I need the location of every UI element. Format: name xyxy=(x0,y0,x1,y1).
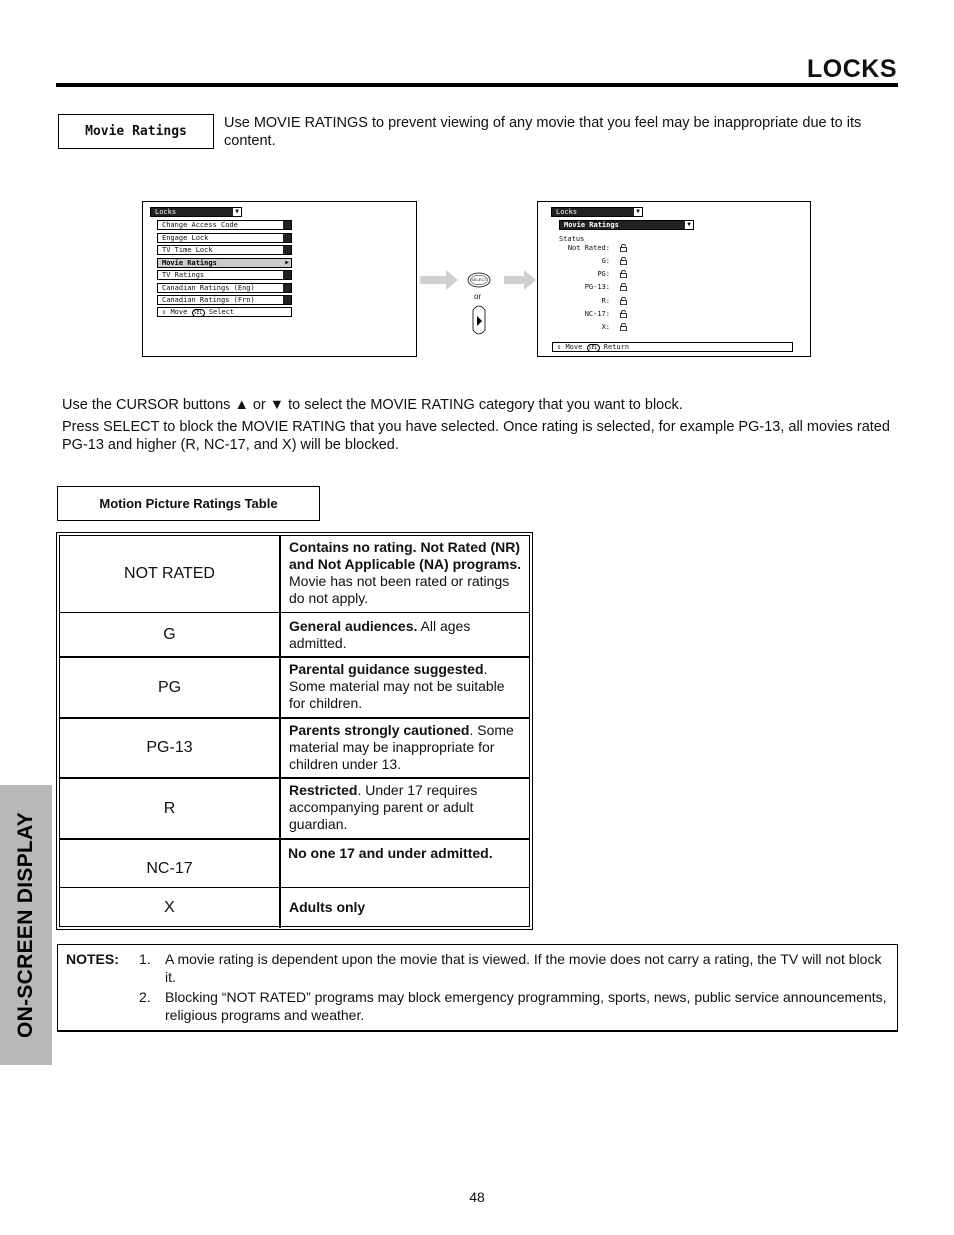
menu-end-marker-icon xyxy=(283,221,291,229)
osd-submenu-header xyxy=(559,220,694,230)
select-button-icon: SEL xyxy=(588,345,598,351)
rating-description xyxy=(289,661,523,712)
rating-desc-bold: Contains no rating. Not Rated (NR) and Not Applicable (NA) programs. xyxy=(289,539,522,572)
osd-header-label: Locks xyxy=(556,208,578,216)
up-down-arrows-icon: ⇕ xyxy=(162,308,167,316)
osd-status-label: Status xyxy=(559,235,585,243)
table-row xyxy=(60,719,529,779)
side-tab-label: ON-SCREEN DISPLAY xyxy=(14,811,37,1039)
select-button-icon: SEL xyxy=(193,310,203,316)
instruction-select: Press SELECT to block the MOVIE RATING that you have selected. Once rating is selected, for example PG-13, all movies rated PG-13 and higher (R, NC-17, and X) will be blocked. xyxy=(62,419,890,453)
osd-menu-item[interactable] xyxy=(157,245,292,255)
page-number: 48 xyxy=(469,1189,485,1205)
osd-menu-item-label: TV Ratings xyxy=(162,271,205,279)
osd-menu-item[interactable] xyxy=(157,233,292,243)
side-tab xyxy=(0,785,52,1065)
osd-submenu-label: Movie Ratings xyxy=(564,221,619,229)
note-number: 1. xyxy=(139,951,151,967)
rating-desc-bold: No one 17 and under admitted. xyxy=(288,845,493,861)
up-down-arrows-icon: ⇕ xyxy=(557,343,562,351)
select-button-label: SELECT xyxy=(471,277,487,282)
chevron-down-icon: ▼ xyxy=(634,208,642,216)
menu-end-marker-icon xyxy=(283,271,291,279)
notes-box xyxy=(57,944,898,1032)
rating-name: NOT RATED xyxy=(60,536,281,612)
rating-description xyxy=(289,782,523,833)
osd-footer-select: Select xyxy=(208,308,235,316)
instruction-cursor: Use the CURSOR buttons ▲ or ▼ to select the MOVIE RATING category that you want to block. xyxy=(62,397,683,413)
osd-footer-return: Return xyxy=(603,343,630,351)
osd-menu-item-label: Change Access Code xyxy=(162,221,238,229)
right-arrow-icon xyxy=(504,270,536,290)
menu-end-marker-icon xyxy=(283,284,291,292)
rating-name: X xyxy=(60,888,281,928)
table-row xyxy=(60,779,529,840)
osd-menu-item[interactable] xyxy=(157,270,292,280)
chevron-right-icon: ▶ xyxy=(283,259,291,267)
rating-description xyxy=(289,618,523,652)
osd-footer-move: Move xyxy=(565,343,583,351)
note-number: 2. xyxy=(139,989,151,1005)
rating-desc-bold: Adults only xyxy=(289,899,366,915)
osd-menu-item-label: TV Time Lock xyxy=(162,246,213,254)
osd-rating-label: R: xyxy=(601,297,610,305)
notes-label: NOTES: xyxy=(66,951,119,967)
lock-icon[interactable] xyxy=(620,270,627,278)
osd-rating-label: NC-17: xyxy=(584,310,610,318)
rating-name: G xyxy=(60,613,281,656)
osd-menu-item[interactable] xyxy=(157,283,292,293)
osd-menu-item-selected[interactable] xyxy=(157,258,292,268)
rating-desc-text: . Some material may not be suitable for children. xyxy=(289,661,505,711)
table-row xyxy=(60,840,529,888)
page-title: LOCKS xyxy=(807,55,897,83)
rating-desc-bold: Parents strongly cautioned xyxy=(289,722,470,738)
osd-menu-item[interactable] xyxy=(157,295,292,305)
osd-rating-label: PG-13: xyxy=(584,283,610,291)
osd-locks-menu xyxy=(142,201,417,357)
osd-menu-item-label: Canadian Ratings (Frn) xyxy=(162,296,255,304)
osd-rating-label: PG: xyxy=(597,270,610,278)
section-label: Movie Ratings xyxy=(58,114,214,149)
osd-menu-item[interactable] xyxy=(157,220,292,230)
osd-rating-label: Not Rated: xyxy=(567,244,610,252)
rating-desc-text: . Some material may be inappropriate for children under 13. xyxy=(289,722,514,772)
table-row xyxy=(60,888,529,928)
intro-text: Use MOVIE RATINGS to prevent viewing of any movie that you feel may be inappropriate due to its content. xyxy=(224,115,862,149)
osd-footer xyxy=(157,307,292,317)
lock-icon[interactable] xyxy=(620,297,627,305)
rating-desc-bold: General audiences. xyxy=(289,618,418,634)
menu-end-marker-icon xyxy=(283,234,291,242)
osd-header-label: Locks xyxy=(155,208,177,216)
osd-footer xyxy=(552,342,793,352)
osd-menu-item-label: Canadian Ratings (Eng) xyxy=(162,284,255,292)
rating-desc-text: Movie has not been rated or ratings do not apply. xyxy=(289,573,510,606)
rating-name: PG-13 xyxy=(60,719,281,777)
osd-menu-item-label: Engage Lock xyxy=(162,234,209,242)
lock-icon[interactable] xyxy=(620,244,627,252)
table-row xyxy=(60,613,529,658)
rating-desc-text: . Under 17 requires accompanying parent or adult guardian. xyxy=(289,782,478,832)
ratings-table-title: Motion Picture Ratings Table xyxy=(57,486,320,521)
lock-icon[interactable] xyxy=(620,257,627,265)
rating-description xyxy=(289,899,523,916)
menu-end-marker-icon xyxy=(283,296,291,304)
table-row xyxy=(60,658,529,719)
rating-description xyxy=(289,539,523,607)
header-rule xyxy=(56,83,898,87)
osd-footer-move: Move xyxy=(170,308,188,316)
osd-header xyxy=(551,207,643,217)
rating-description xyxy=(289,722,523,773)
lock-icon[interactable] xyxy=(620,323,627,331)
osd-rating-label: X: xyxy=(601,323,610,331)
or-label: or xyxy=(474,292,482,301)
note-text: Blocking “NOT RATED” programs may block emergency programming, sports, news, public service announcements, religious programs and weather. xyxy=(165,989,887,1023)
rating-desc-text: All ages admitted. xyxy=(289,618,471,651)
menu-end-marker-icon xyxy=(283,246,291,254)
rating-name: NC-17 xyxy=(60,840,281,887)
table-row xyxy=(60,536,529,613)
chevron-down-icon: ▼ xyxy=(233,208,241,216)
right-arrow-icon xyxy=(420,270,458,290)
note-text: A movie rating is dependent upon the movie that is viewed. If the movie does not carry a rating, the TV will not block it. xyxy=(165,951,882,985)
osd-menu-item-label: Movie Ratings xyxy=(162,259,217,267)
navigation-arrows xyxy=(420,262,540,342)
rating-name: PG xyxy=(60,658,281,717)
rating-name: R xyxy=(60,779,281,838)
chevron-down-icon: ▼ xyxy=(685,221,693,229)
osd-movie-ratings-menu xyxy=(537,201,811,357)
rating-description xyxy=(288,845,523,862)
lock-icon[interactable] xyxy=(620,283,627,291)
rating-desc-bold: Parental guidance suggested xyxy=(289,661,484,677)
osd-rating-label: G: xyxy=(601,257,610,265)
osd-header xyxy=(150,207,242,217)
ratings-table xyxy=(56,532,533,930)
rating-desc-bold: Restricted xyxy=(289,782,358,798)
lock-icon[interactable] xyxy=(620,310,627,318)
